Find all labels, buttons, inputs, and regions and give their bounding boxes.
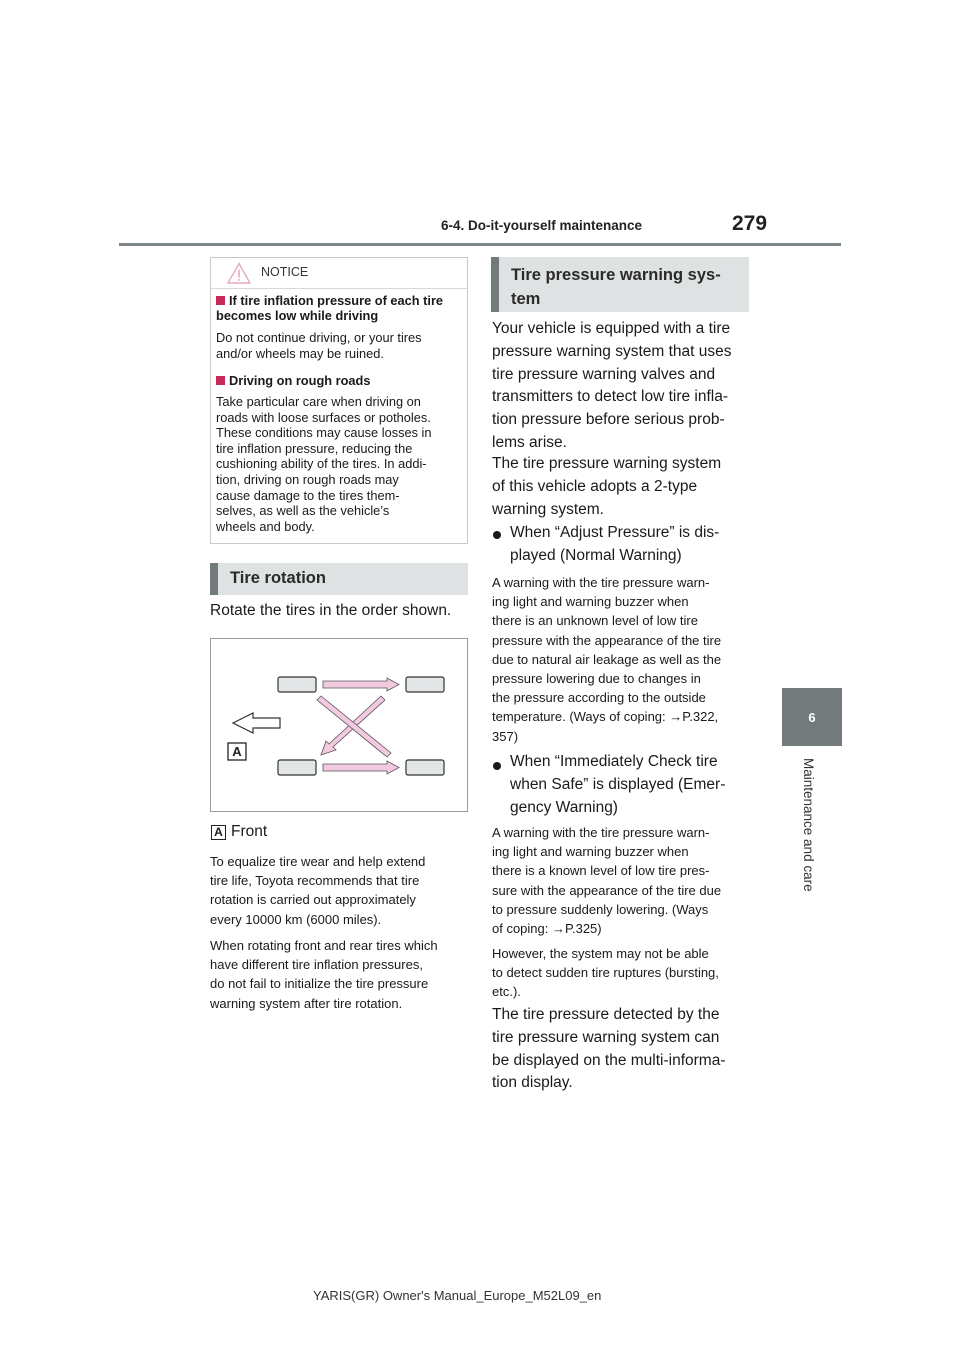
notice-box	[210, 257, 468, 544]
tire-front-right	[406, 677, 444, 692]
tpws-heading-text: Tire pressure warning sys- tem	[511, 266, 721, 308]
tire-rotation-intro: Rotate the tires in the order shown.	[210, 602, 452, 619]
bullet-dot-icon	[493, 531, 501, 539]
arrow-rear-left-to-rear-right	[323, 761, 399, 774]
bullet-emergency-warning-text: When “Immediately Check tire when Safe” is displayed (Emer- gency Warning)	[510, 753, 726, 816]
bullet-normal-warning-text: When “Adjust Pressure” is dis- played (Normal Warning)	[510, 524, 720, 564]
tire-front-left	[278, 677, 316, 692]
heading-square-icon	[216, 376, 225, 385]
section-title: 6-4. Do-it-yourself maintenance	[441, 218, 643, 233]
legend-front	[211, 823, 267, 841]
tire-rotation-diagram	[210, 638, 468, 812]
chapter-label-text: Maintenance and care	[801, 758, 816, 892]
tire-rear-right	[406, 760, 444, 775]
notice-heading-rough-roads: Driving on rough roads	[216, 373, 370, 388]
tire-rear-left	[278, 760, 316, 775]
front-direction-arrow-icon	[233, 713, 280, 733]
rotation-note-1: To equalize tire wear and help extend tire life, Toyota recommends that tire rotation is carried out approximately every 10000 km (6000 miles).	[210, 854, 426, 927]
notice-body-rough-roads: Take particular care when driving on roads with loose surfaces or potholes. These conditions may cause losses in tire inflation pressure, reducing the cushioning ability of the tires. In addi- tion, driving on rough roads may cause damage to the tires them- selves, as well as the vehicle’s wheels and body.	[216, 394, 432, 534]
tpws-para-1: Your vehicle is equipped with a tire pressure warning system that uses tire pressure warning valves and transmitters to detect low tire infla- tion pressure before serious prob- lems arise.	[492, 320, 732, 451]
legend-label-front: Front	[231, 823, 268, 840]
heading-square-icon	[216, 296, 225, 305]
notice-heading-low-pressure: If tire inflation pressure of each tire becomes low while driving	[216, 293, 444, 323]
rotation-note-2: When rotating front and rear tires which have different tire inflation pressures, do not fail to initialize the tire pressure warning system after tire rotation.	[210, 938, 438, 1011]
tire-rotation-heading: Tire rotation	[210, 563, 468, 595]
tpws-note: However, the system may not be able to detect sudden tire ruptures (bursting, etc.).	[492, 946, 719, 1000]
notice-body-low-pressure: Do not continue driving, or your tires and/or wheels may be ruined.	[216, 330, 422, 361]
header-rule	[119, 243, 841, 246]
tpws-para-2: The tire pressure warning system of this vehicle adopts a 2-type warning system.	[492, 455, 722, 518]
chapter-label	[800, 758, 820, 908]
arrow-front-left-to-front-right	[323, 678, 399, 691]
bullet-dot-icon	[493, 762, 501, 770]
legend-callout-a: A	[211, 825, 226, 840]
callout-a-letter: A	[232, 744, 242, 759]
notice-title: NOTICE	[261, 265, 309, 279]
footer-manual-id: YARIS(GR) Owner's Manual_Europe_M52L09_en	[313, 1288, 602, 1303]
notice-header	[211, 258, 467, 289]
tpws-para-3: The tire pressure detected by the tire pressure warning system can be displayed on the multi-informa- tion display.	[492, 1006, 726, 1092]
emergency-warning-description: A warning with the tire pressure warn- ing light and warning buzzer when there is a known level of low tire pres- sure with the appearance of the tire due to pressure suddenly lowering. (Ways of coping: →P.325)	[492, 825, 722, 937]
page-number: 279	[732, 212, 768, 235]
warning-triangle-icon	[227, 262, 251, 284]
normal-warning-description: A warning with the tire pressure warn- ing light and warning buzzer when there is an unknown level of low tire pressure with the appearance of the tire due to natural air leakage as well as the pressure lowering due to changes in the pressure according to the outside temperature. (Ways of coping: →P.322, 357)	[492, 575, 722, 744]
tpws-heading	[491, 257, 749, 312]
chapter-tab[interactable]	[782, 688, 842, 746]
rotation-diagram-svg	[211, 639, 467, 811]
chapter-number: 6	[808, 709, 816, 725]
